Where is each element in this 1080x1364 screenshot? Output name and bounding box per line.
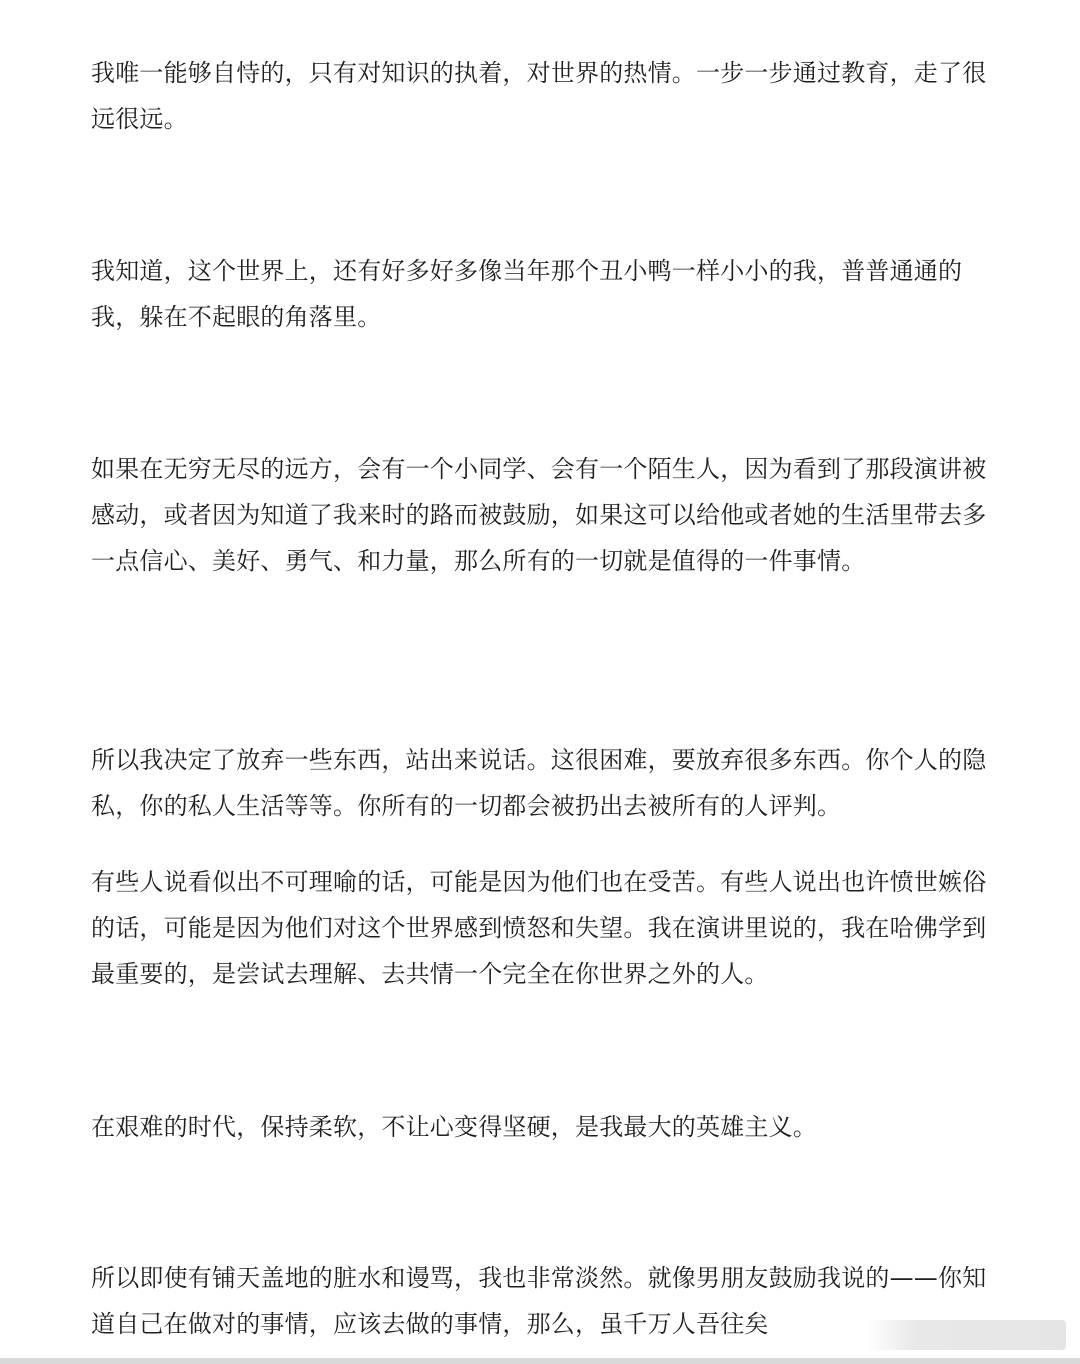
paragraph-6: 在艰难的时代，保持柔软，不让心变得坚硬，是我最大的英雄主义。 <box>91 1113 817 1141</box>
paragraph-2: 我知道，这个世界上，还有好多好多像当年那个丑小鸭一样小小的我，普普通通的我，躲在不起眼的角落里。 <box>91 257 963 331</box>
watermark-overlay <box>866 1320 1066 1350</box>
paragraph-4: 所以我决定了放弃一些东西，站出来说话。这很困难，要放弃很多东西。你个人的隐私，你的私人生活等等。你所有的一切都会被扔出去被所有的人评判。 <box>91 746 987 820</box>
paragraph-1: 我唯一能够自恃的，只有对知识的执着，对世界的热情。一步一步通过教育，走了很远很远。 <box>91 59 987 133</box>
paragraph-7: 所以即使有铺天盖地的脏水和谩骂，我也非常淡然。就像男朋友鼓励我说的——你知道自己在做对的事情，应该去做的事情，那么，虽千万人吾往矣 <box>91 1264 987 1338</box>
paragraph-3: 如果在无穷无尽的远方，会有一个小同学、会有一个陌生人，因为看到了那段演讲被感动，或者因为知道了我来时的路而被鼓励，如果这可以给他或者她的生活里带去多一点信心、美好、勇气、和力量，那么所有的一切就是值得的一件事情。 <box>91 455 987 575</box>
paragraph-5: 有些人说看似出不可理喻的话，可能是因为他们也在受苦。有些人说出也许愤世嫉俗的话，可能是因为他们对这个世界感到愤怒和失望。我在演讲里说的，我在哈佛学到最重要的，是尝试去理解、去共情一个完全在你世界之外的人。 <box>91 868 987 988</box>
bottom-edge <box>0 1358 1080 1364</box>
